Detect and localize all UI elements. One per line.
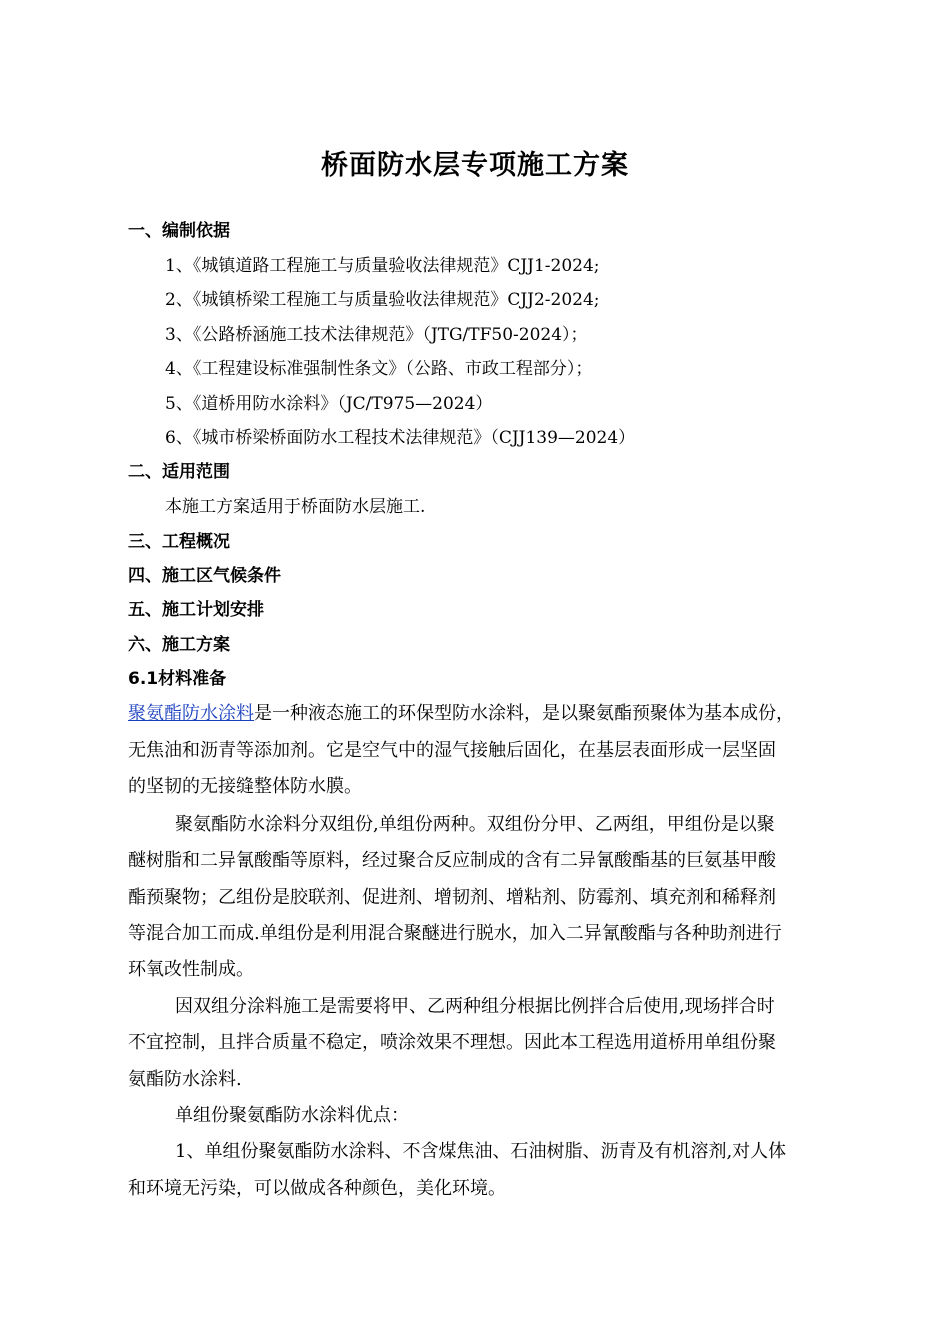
paragraph-3-line-2: 不宜控制，且拌合质量不稳定，喷涂效果不理想。因此本工程选用道桥用单组份聚 <box>128 1032 776 1053</box>
section-heading-schedule: 五、施工计划安排 <box>128 600 264 620</box>
section-heading-basis: 一、编制依据 <box>128 221 230 241</box>
paragraph-1-line-2: 无焦油和沥青等添加剂。它是空气中的湿气接触后固化，在基层表面形成一层坚固 <box>128 740 776 761</box>
polyurethane-coating-link[interactable]: 聚氨酯防水涂料 <box>128 703 254 724</box>
paragraph-5-line-1: 1、单组份聚氨酯防水涂料、不含煤焦油、石油树脂、沥青及有机溶剂,对人体 <box>175 1141 787 1162</box>
reference-item-3: 3、《公路桥涵施工技术法律规范》（JTG/TF50-2024）； <box>165 325 588 345</box>
paragraph-2-line-4: 等混合加工而成.单组份是利用混合聚醚进行脱水，加入二异氰酸酯与各种助剂进行 <box>128 923 782 944</box>
paragraph-1-line-1-text: 是一种液态施工的环保型防水涂料，是以聚氨酯预聚体为基本成份， <box>254 703 794 724</box>
section-heading-climate: 四、施工区气候条件 <box>128 566 281 586</box>
section-heading-overview: 三、工程概况 <box>128 532 230 552</box>
scope-text: 本施工方案适用于桥面防水层施工. <box>165 497 426 517</box>
paragraph-1-line-3: 的坚韧的无接缝整体防水膜。 <box>128 776 362 797</box>
paragraph-2-line-2: 醚树脂和二异氰酸酯等原料，经过聚合反应制成的含有二异氰酸酯基的巨氨基甲酸 <box>128 850 776 871</box>
section-heading-plan: 六、施工方案 <box>128 635 230 655</box>
paragraph-5-line-2: 和环境无污染，可以做成各种颜色，美化环境。 <box>128 1178 506 1199</box>
paragraph-2-line-5: 环氧改性制成。 <box>128 959 254 980</box>
paragraph-3-line-1: 因双组分涂料施工是需要将甲、乙两种组分根据比例拌合后使用,现场拌合时 <box>175 996 775 1017</box>
reference-item-4: 4、《工程建设标准强制性条文》（公路、市政工程部分）； <box>165 359 593 379</box>
paragraph-4-line-1: 单组份聚氨酯防水涂料优点： <box>175 1105 409 1126</box>
reference-item-1: 1、《城镇道路工程施工与质量验收法律规范》CJJ1-2024; <box>165 256 600 276</box>
paragraph-2-line-1: 聚氨酯防水涂料分双组份,单组份两种。双组份分甲、乙两组，甲组份是以聚 <box>175 814 775 835</box>
reference-item-6: 6、《城市桥梁桥面防水工程技术法律规范》（CJJ139—2024） <box>165 428 636 448</box>
paragraph-2-line-3: 酯预聚物；乙组份是胶联剂、促进剂、增韧剂、增粘剂、防霉剂、填充剂和稀释剂 <box>128 887 776 908</box>
document-title: 桥面防水层专项施工方案 <box>321 150 629 181</box>
reference-item-2: 2、《城镇桥梁工程施工与质量验收法律规范》CJJ2-2024; <box>165 290 600 310</box>
subsection-heading-materials: 6.1材料准备 <box>128 669 227 689</box>
paragraph-3-line-3: 氨酯防水涂料. <box>128 1069 242 1090</box>
reference-item-5: 5、《道桥用防水涂料》（JC/T975—2024） <box>165 394 493 414</box>
section-heading-scope: 二、适用范围 <box>128 462 230 482</box>
paragraph-1-line-1 <box>128 702 794 726</box>
